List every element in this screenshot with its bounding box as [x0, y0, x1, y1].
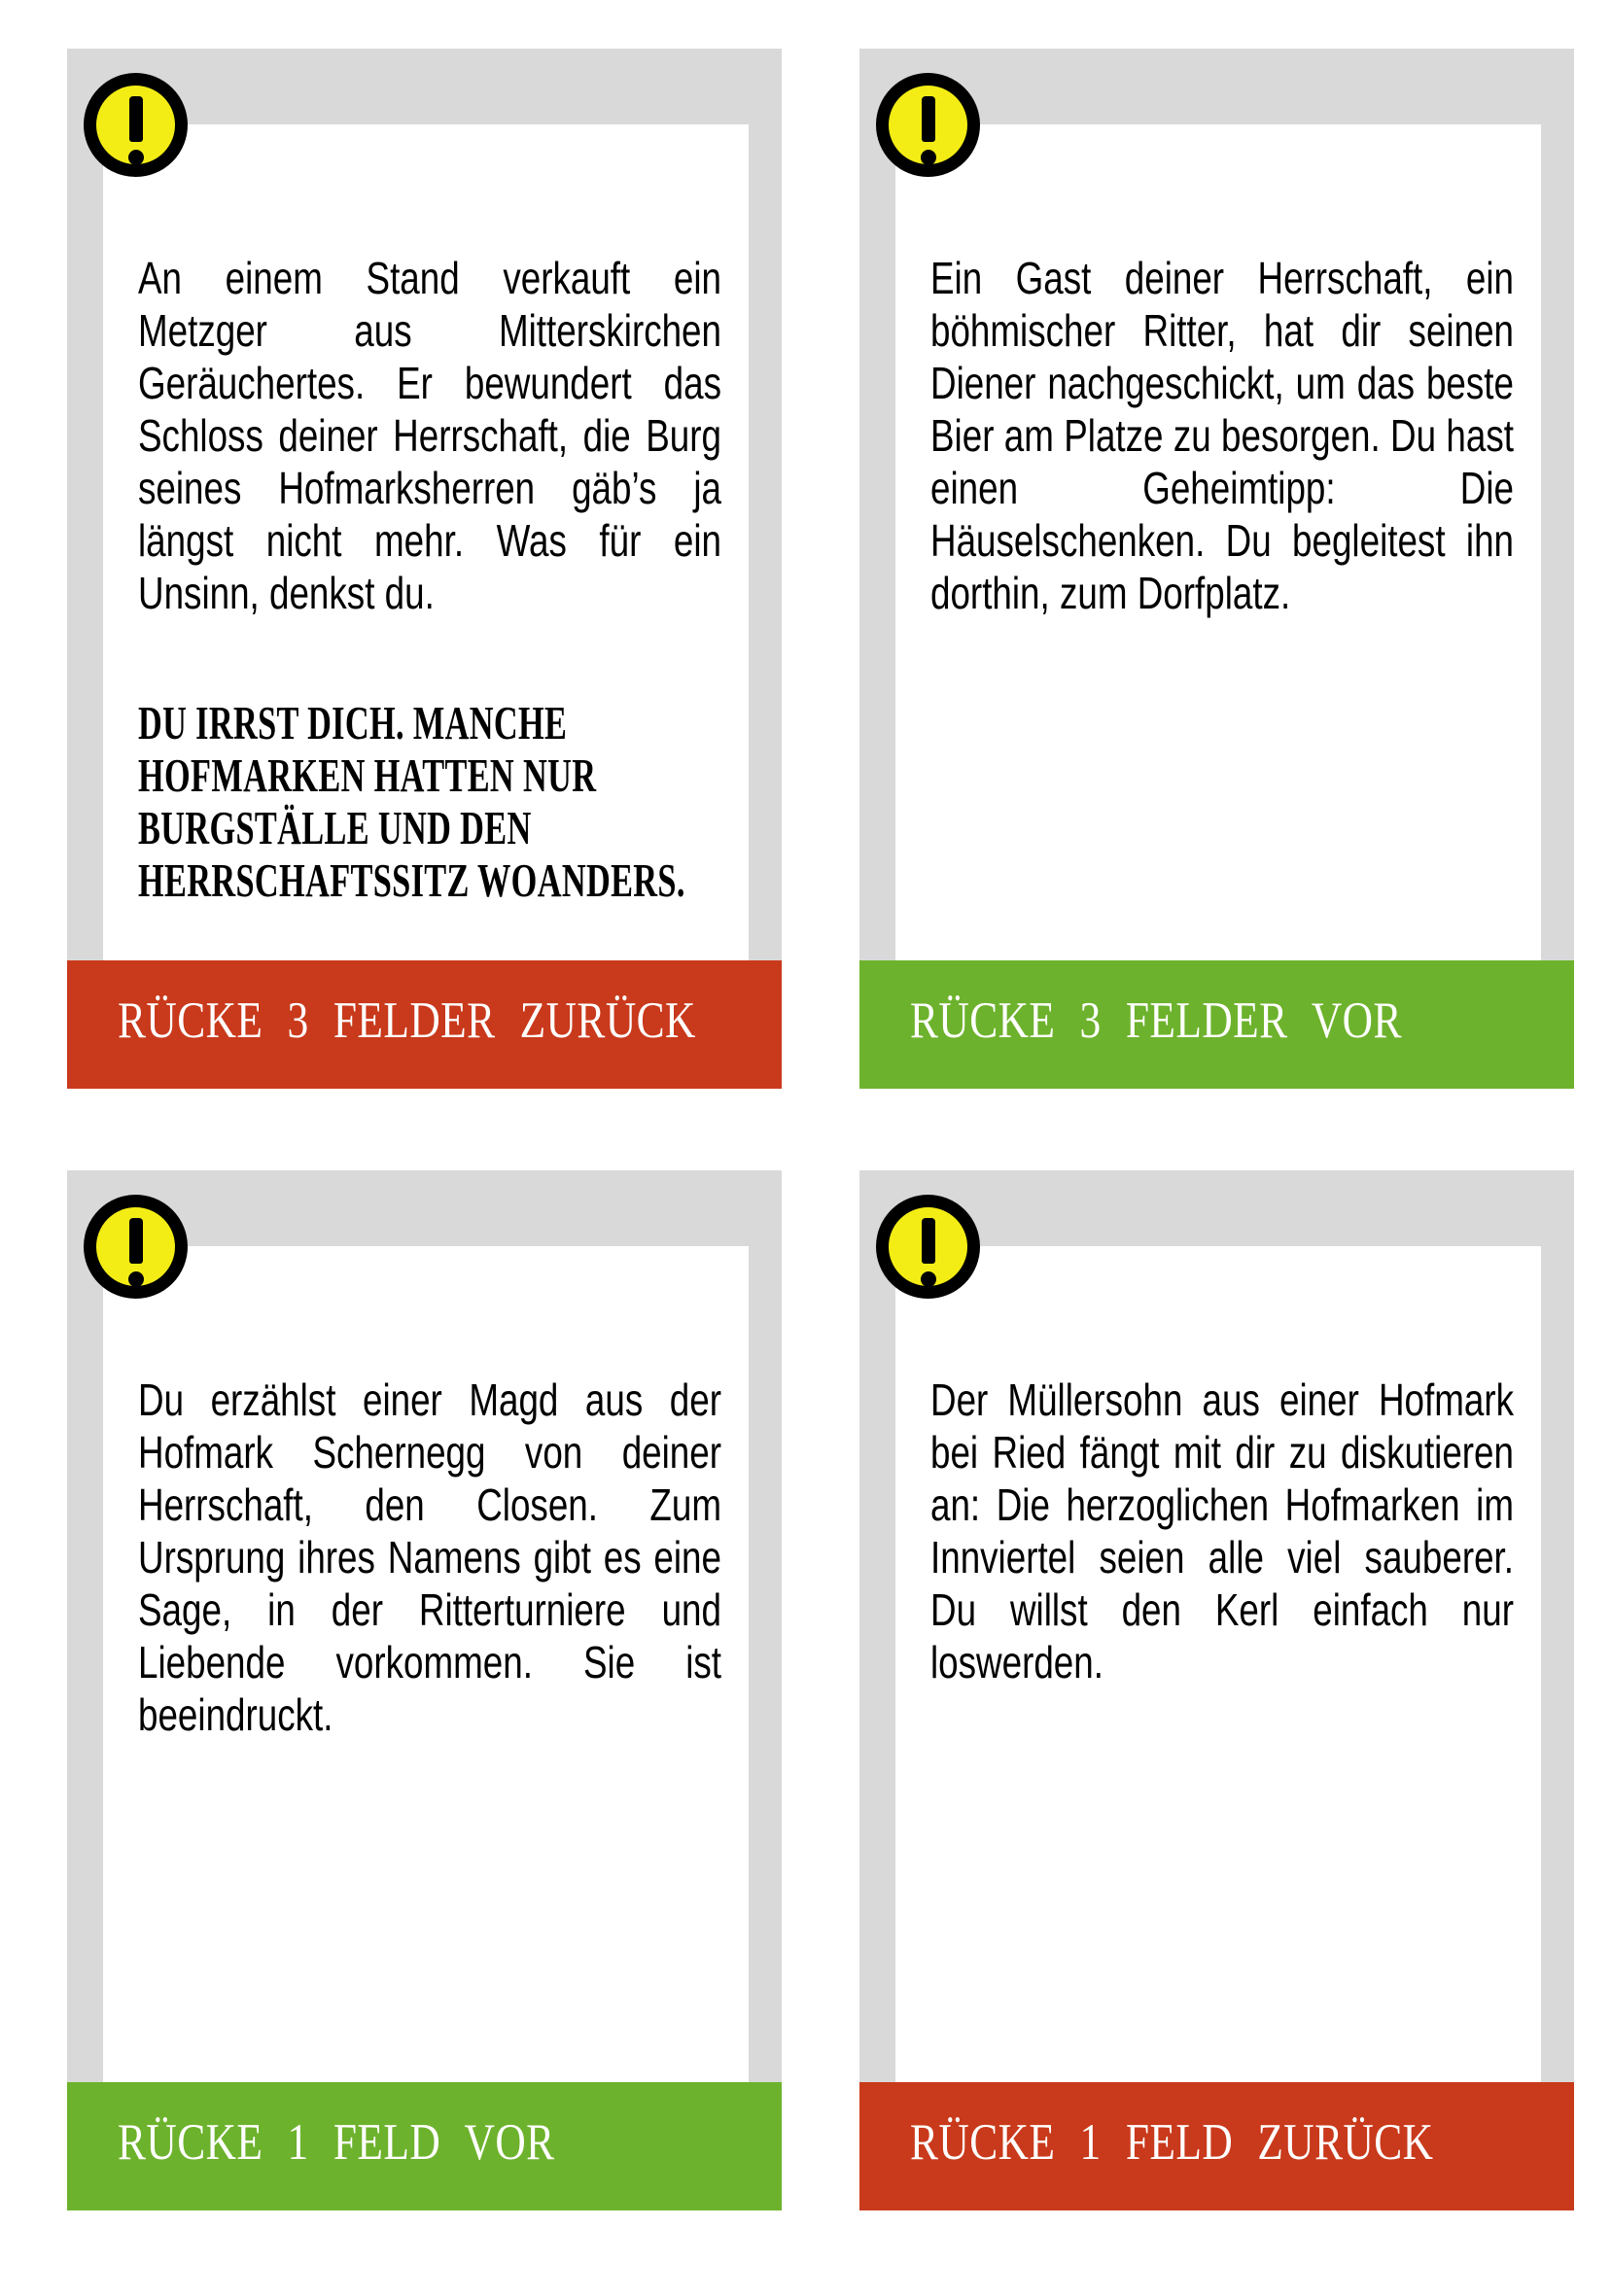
banner-label: RÜCKE 1 FELD ZURÜCK [910, 2114, 1434, 2171]
card-body-text: Ein Gast deiner Herrschaft, ein böhmischer Ritter, hat dir seinen Diener nachgeschickt, um das beste Bier am Platze zu besorgen. Du hast einen Geheimtipp: Die Häuselschenken. Du begleitest ihn dorthin, zum Dorfplatz. [930, 253, 1514, 618]
exclamation-bar [129, 96, 143, 142]
exclamation-bar [922, 1218, 935, 1264]
card-content [930, 252, 1514, 619]
exclamation-icon [876, 73, 980, 177]
card-emphasis-text: DU IRRST DICH. MANCHE HOFMARKEN HATTEN NUR BURGSTÄLLE UND DEN HERRSCHAFTSSITZ WOANDERS. [138, 696, 685, 907]
exclamation-dot [128, 150, 144, 165]
exclamation-icon [84, 73, 188, 177]
card-body-text: Du erzählst einer Magd aus der Hofmark Schernegg von deiner Herrschaft, den Closen. Zum Ursprung ihres Namens gibt es eine Sage, in der Ritterturniere und Liebende vorkommen. Sie ist beeindruckt. [138, 1374, 721, 1740]
banner-label: RÜCKE 3 FELDER ZURÜCK [118, 992, 696, 1049]
exclamation-dot [921, 1271, 936, 1287]
exclamation-bar [922, 96, 935, 142]
exclamation-bar [129, 1218, 143, 1264]
card-content [930, 1374, 1514, 1688]
banner-label: RÜCKE 3 FELDER VOR [910, 992, 1402, 1049]
card-content [138, 252, 721, 907]
event-card-4 [859, 1170, 1574, 2210]
event-card-2 [859, 49, 1574, 1089]
exclamation-dot [921, 150, 936, 165]
exclamation-dot [128, 1271, 144, 1287]
action-banner [67, 2082, 782, 2210]
exclamation-icon [876, 1195, 980, 1299]
card-content [138, 1374, 721, 1741]
exclamation-icon [84, 1195, 188, 1299]
action-banner [859, 2082, 1574, 2210]
card-body-text: Der Müllersohn aus einer Hofmark bei Ried fängt mit dir zu diskutieren an: Die herzoglichen Hofmarken im Innviertel seien alle viel sauberer. Du willst den Kerl einfach nur loswerden. [930, 1374, 1514, 1687]
banner-label: RÜCKE 1 FELD VOR [118, 2114, 555, 2171]
action-banner [859, 960, 1574, 1089]
card-body-text: An einem Stand verkauft ein Metzger aus Mitterskirchen Geräuchertes. Er bewundert das Schloss deiner Herrschaft, die Burg seines Hofmarksherren gäb’s ja längst nicht mehr. Was für ein Unsinn, denkst du. [138, 253, 721, 618]
event-card-3 [67, 1170, 782, 2210]
event-card-1 [67, 49, 782, 1089]
action-banner [67, 960, 782, 1089]
